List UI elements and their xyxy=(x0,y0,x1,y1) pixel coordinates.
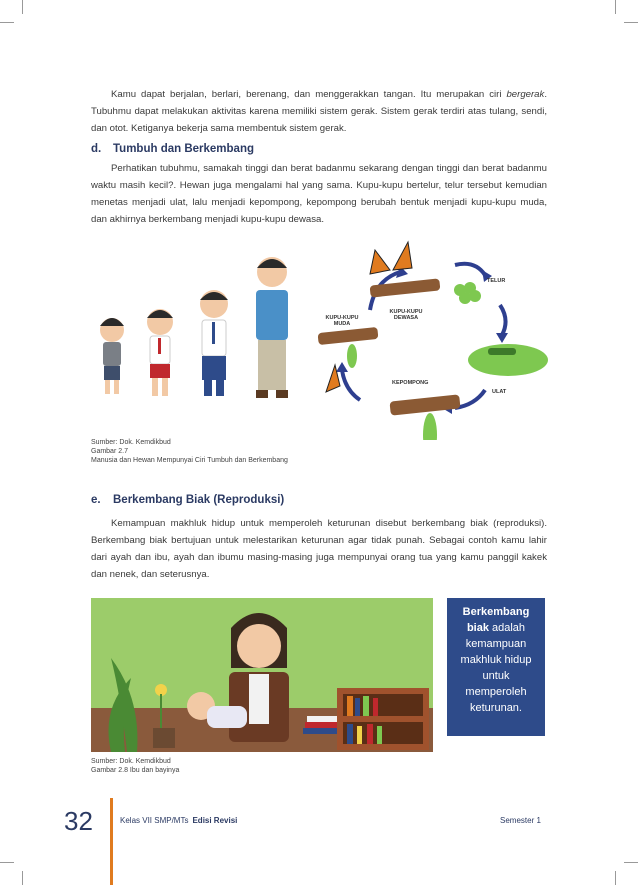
footer-divider xyxy=(110,798,113,885)
crop-mark xyxy=(22,0,23,14)
footer-book: Kelas VII SMP/MTs Edisi Revisi xyxy=(120,816,238,825)
label-kupu-muda: KUPU-KUPU MUDA xyxy=(325,315,359,327)
paragraph-e: Kemampuan makhluk hidup untuk memperoleh keturunan disebut berkembang biak (reproduksi). Berkembang biak bertujuan untuk melestarikan keturunan agar tidak punah. Sebagai contoh kamu lahir dari ayah dan ibu, ayah dan ibumu masing-masing juga mempunyai orang tua yang kamu panggil kakek dan nenek, dan seterusnya. xyxy=(91,518,547,580)
crop-mark xyxy=(0,22,14,23)
caterpillar-icon xyxy=(468,344,548,376)
crop-mark xyxy=(615,0,616,14)
crop-mark xyxy=(0,862,14,863)
section-d-heading: d. Tumbuh dan Berkembang xyxy=(91,143,254,155)
paragraph-d: Perhatikan tubuhmu, samakah tinggi dan berat badanmu sekarang dengan tinggi dan berat badanmu waktu masih kecil?. Hewan juga mengalami hal yang sama. Kupu-kupu bertelur, telur tersebut kemudian menetas menjadi ulat, lalu menjadi kepompong, kepompong berubah bentuk menjadi kupu-kupu muda, dan akhirnya berkembang menjadi kupu-kupu dewasa. xyxy=(91,163,547,225)
intro-paragraph: Kamu dapat berjalan, berlari, berenang, dan menggerakkan tangan. Itu merupakan ciri bergerak. Tubuhmu dapat melakukan aktivitas karena memiliki sistem gerak. Sistem gerak terdiri atas tulang, sendi, dan otot. Ketiganya bekerja sama membentuk sistem gerak. xyxy=(91,89,547,134)
pupa-icon xyxy=(389,394,460,440)
butterfly-adult-icon xyxy=(370,242,441,298)
growth-illustration xyxy=(90,230,550,440)
footer-semester: Semester 1 xyxy=(500,816,541,825)
child-3 xyxy=(200,290,228,396)
label-telur: TELUR xyxy=(487,278,506,284)
egg-icon xyxy=(454,282,481,304)
mother-baby-illustration xyxy=(91,598,433,752)
label-kepompong: KEPOMPONG xyxy=(392,380,429,386)
crop-mark xyxy=(615,871,616,885)
crop-mark xyxy=(624,862,638,863)
figure-27-caption: Sumber: Dok. Kemdikbud Gambar 2.7 Manusia dan Hewan Mempunyai Ciri Tumbuh dan Berkembang xyxy=(91,439,288,464)
page-number: 32 xyxy=(64,806,93,836)
crop-mark xyxy=(22,871,23,885)
label-ulat: ULAT xyxy=(492,389,507,395)
bookshelf-icon xyxy=(337,688,429,750)
crop-mark xyxy=(624,22,638,23)
child-1 xyxy=(100,318,124,394)
child-2 xyxy=(147,309,173,396)
definition-callout: Berkembang biak adalah kemampuan makhluk hidup untuk memperoleh keturunan. xyxy=(447,598,545,736)
label-kupu-dewasa: KUPU-KUPU DEWASA xyxy=(389,309,423,321)
figure-28-caption: Sumber: Dok. Kemdikbud Gambar 2.8 Ibu dan bayinya xyxy=(91,758,180,774)
butterfly-young-icon xyxy=(318,327,379,392)
young-man xyxy=(256,257,288,398)
section-e-heading: e. Berkembang Biak (Reproduksi) xyxy=(91,494,285,506)
